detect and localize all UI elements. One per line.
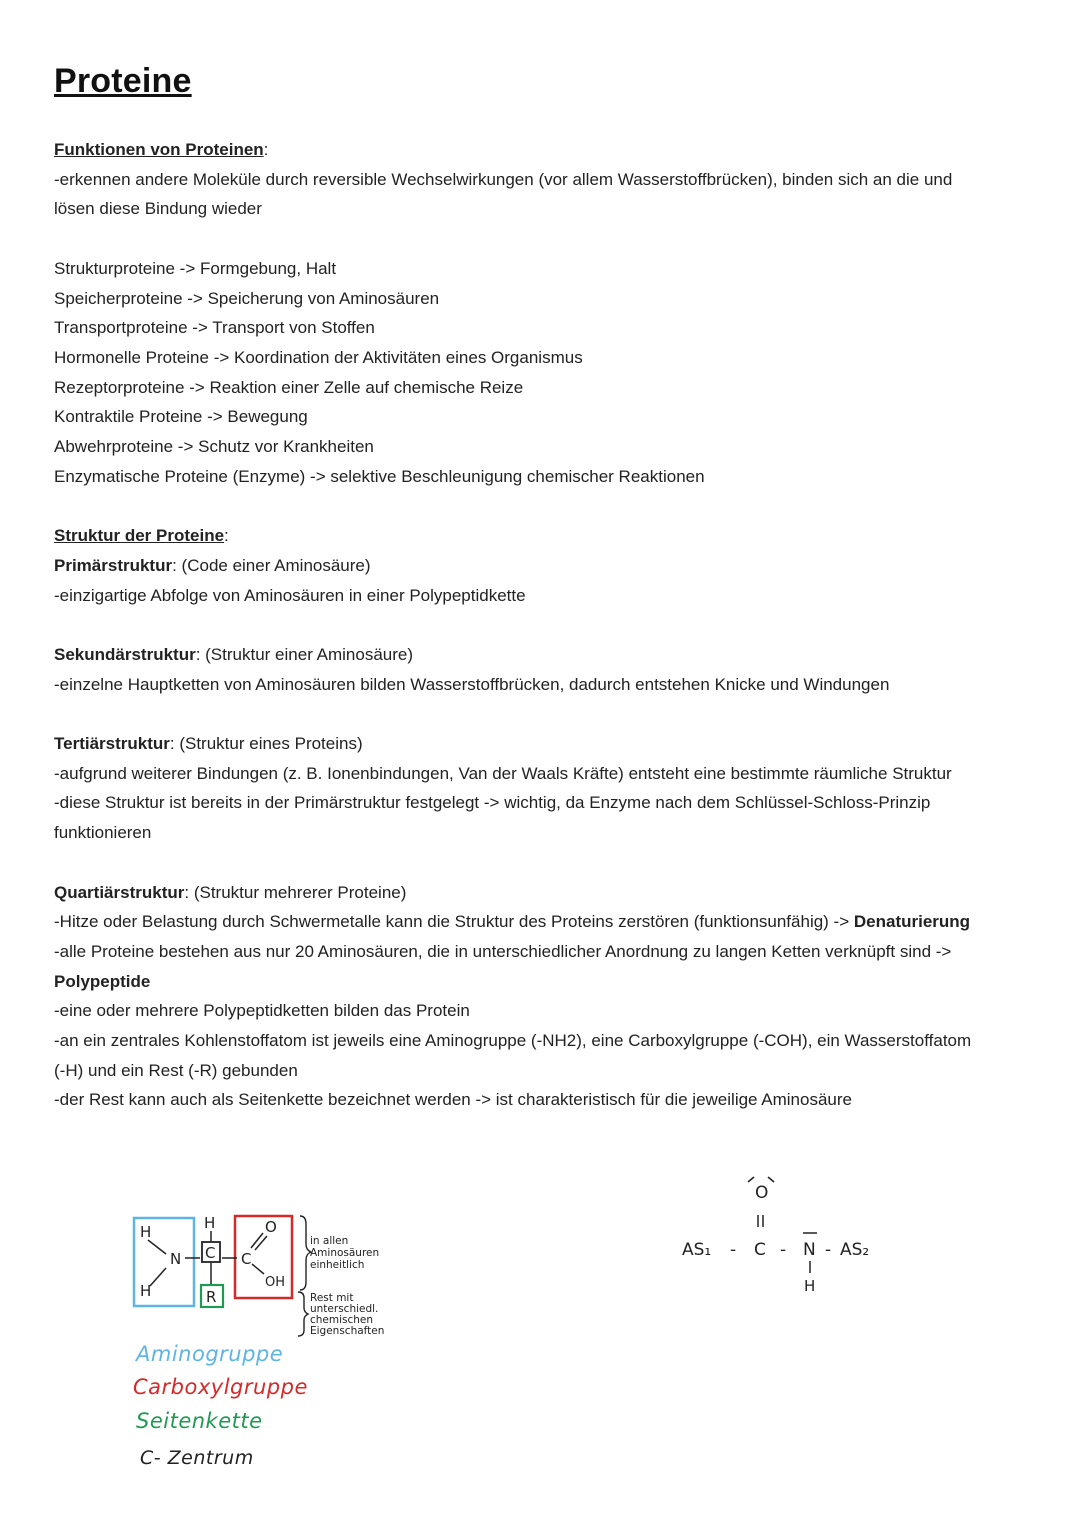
- list-item: Enzymatische Proteine (Enzyme) -> selektive Beschleunigung chemischer Reaktionen: [54, 466, 705, 486]
- peptide-as1: AS₁: [682, 1240, 712, 1260]
- list-item: Kontraktile Proteine -> Bewegung: [54, 407, 308, 427]
- peptide-hydrogen: H: [804, 1277, 816, 1295]
- atom-o: O: [265, 1218, 277, 1236]
- section-heading-struktur: Struktur der Proteine:: [54, 526, 229, 546]
- annotation-text: Aminosäuren: [310, 1247, 380, 1259]
- quartaerstruktur-text: -der Rest kann auch als Seitenkette bezeichnet werden -> ist charakteristisch für die jeweilige Aminosäure: [54, 1090, 852, 1110]
- atom-oh: OH: [265, 1275, 286, 1290]
- page-title: Proteine: [54, 62, 192, 100]
- quartaerstruktur-text: -an ein zentrales Kohlenstoffatom ist jeweils eine Aminogruppe (-NH2), eine Carboxylgruppe (-COH), ein Wasserstoffatom: [54, 1031, 972, 1051]
- peptide-bond-diagram: [680, 1165, 920, 1305]
- quartaerstruktur-text: -alle Proteine bestehen aus nur 20 Aminosäuren, die in unterschiedlicher Anordnung zu langen Ketten verknüpft sind ->: [54, 941, 952, 961]
- annotation-text: in allen: [310, 1235, 349, 1247]
- atom-h: H: [204, 1214, 216, 1232]
- atom-h: H: [140, 1282, 152, 1300]
- quartaerstruktur-text: Polypeptide: [54, 971, 151, 991]
- tertiaerstruktur-text: -diese Struktur ist bereits in der Primärstruktur festgelegt -> wichtig, da Enzyme nach dem Schlüssel-Schloss-Prinzip: [54, 793, 931, 813]
- annotation-text: Rest mit: [310, 1292, 354, 1304]
- quartaerstruktur-text: -Hitze oder Belastung durch Schwermetalle kann die Struktur des Proteins zerstören (funktionsunfähig) -> Denaturierung: [54, 912, 971, 932]
- quartaerstruktur-text: (-H) und ein Rest (-R) gebunden: [54, 1060, 298, 1080]
- peptide-dash: -: [730, 1240, 737, 1260]
- legend-zentrum: C- Zentrum: [140, 1447, 254, 1469]
- primaerstruktur-text: -einzigartige Abfolge von Aminosäuren in einer Polypeptidkette: [54, 585, 526, 605]
- list-item: Rezeptorproteine -> Reaktion einer Zelle auf chemische Reize: [54, 377, 524, 397]
- peptide-as2: AS₂: [840, 1240, 870, 1260]
- atom-h: H: [140, 1223, 152, 1241]
- peptide-nitrogen: N: [803, 1240, 816, 1260]
- sekundaerstruktur-text: -einzelne Hauptketten von Aminosäuren bilden Wasserstoffbrücken, dadurch entstehen Knicke und Windungen: [54, 674, 890, 694]
- quartaerstruktur-text: -eine oder mehrere Polypeptidketten bilden das Protein: [54, 1001, 470, 1021]
- funktionen-intro-line: lösen diese Bindung wieder: [54, 199, 262, 219]
- list-item: Speicherproteine -> Speicherung von Aminosäuren: [54, 288, 440, 308]
- document-page: [54, 62, 1029, 1115]
- tertiaerstruktur-text: -aufgrund weiterer Bindungen (z. B. Ionenbindungen, Van der Waals Kräfte) entsteht eine bestimmte räumliche Struktur: [54, 763, 952, 783]
- list-item: Hormonelle Proteine -> Koordination der Aktivitäten eines Organismus: [54, 347, 583, 367]
- legend-carboxyl: Carboxylgruppe: [133, 1375, 308, 1399]
- tertiaerstruktur-heading: Tertiärstruktur: (Struktur eines Proteins): [54, 734, 363, 753]
- annotation-text: einheitlich: [310, 1259, 365, 1271]
- primaerstruktur-heading: Primärstruktur: (Code einer Aminosäure): [54, 555, 371, 575]
- legend-amino: Aminogruppe: [136, 1342, 284, 1366]
- sekundaerstruktur-heading: Sekundärstruktur: (Struktur einer Aminosäure): [54, 644, 414, 664]
- annotation-text: Eigenschaften: [310, 1325, 385, 1337]
- annotation-text: chemischen: [310, 1314, 374, 1326]
- list-item: Transportproteine -> Transport von Stoffen: [54, 318, 375, 338]
- section-heading-funktionen: Funktionen von Proteinen:: [54, 140, 269, 159]
- peptide-carbon: C: [754, 1240, 766, 1260]
- annotation-text: unterschiedl.: [310, 1303, 379, 1315]
- atom-c: C: [241, 1250, 252, 1268]
- peptide-oxygen: O: [755, 1183, 769, 1203]
- atom-c: C: [205, 1244, 216, 1262]
- list-item: Abwehrproteine -> Schutz vor Krankheiten: [54, 437, 374, 457]
- quartaerstruktur-heading: Quartiärstruktur: (Struktur mehrerer Proteine): [54, 882, 407, 902]
- funktionen-intro-line: -erkennen andere Moleküle durch reversible Wechselwirkungen (vor allem Wasserstoffbrücken), binden sich an die und: [54, 169, 953, 189]
- legend-seitenkette: Seitenkette: [136, 1409, 263, 1433]
- atom-r: R: [206, 1288, 217, 1306]
- tertiaerstruktur-text: funktionieren: [54, 823, 152, 843]
- atom-n: N: [170, 1250, 182, 1268]
- peptide-dash: -: [780, 1240, 787, 1260]
- peptide-dash: -: [825, 1240, 832, 1260]
- list-item: Strukturproteine -> Formgebung, Halt: [54, 258, 337, 278]
